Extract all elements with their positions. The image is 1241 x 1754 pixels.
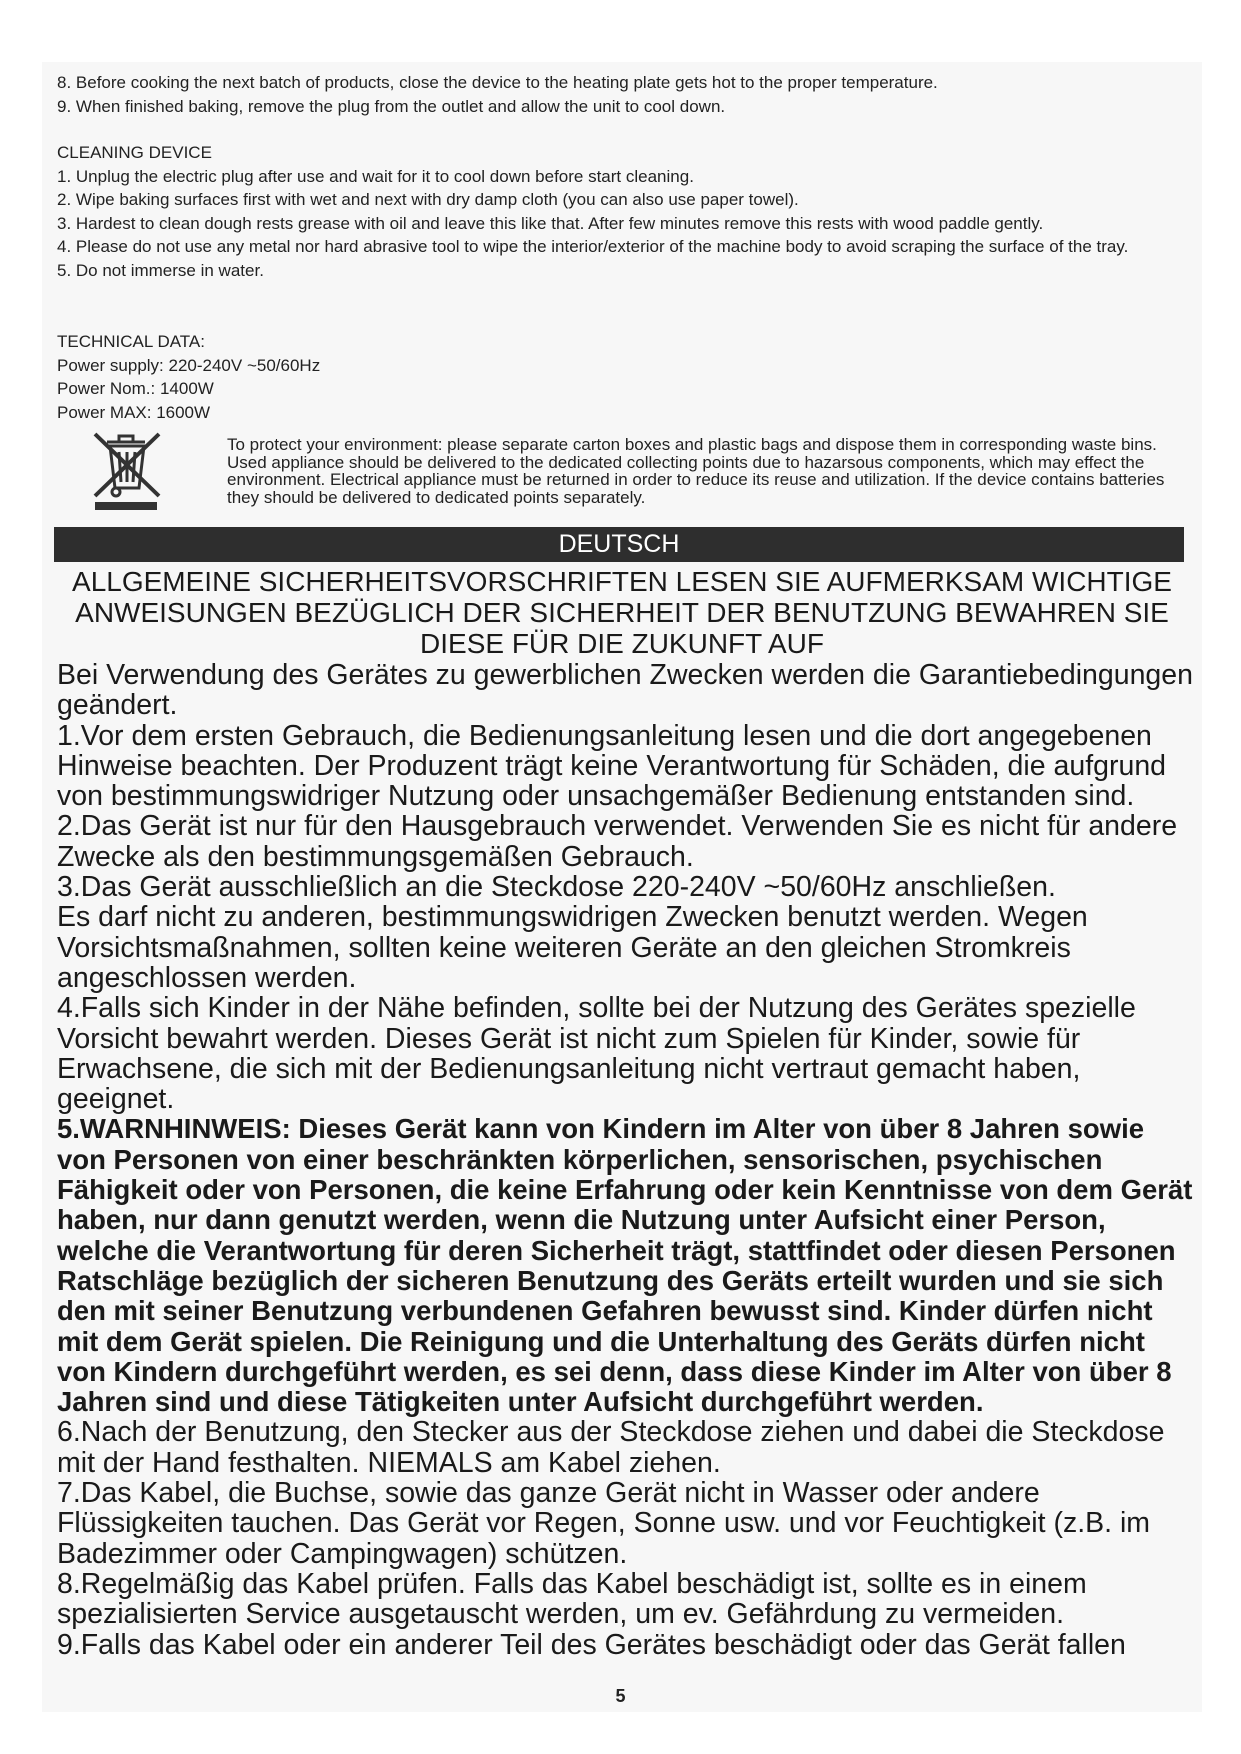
german-paragraph-9: 9.Falls das Kabel oder ein anderer Teil des Gerätes beschädigt oder das Gerät fallen xyxy=(57,1628,1126,1661)
german-paragraph-7: 7.Das Kabel, die Buchse, sowie das ganze Gerät nicht in Wasser oder andere Flüssigkeiten tauchen. Das Gerät vor Regen, Sonne usw. und vor Feuchtigkeit (z.B. im Badezimmer oder Campingwagen) schützen. xyxy=(57,1477,1151,1570)
cleaning-section xyxy=(57,141,1187,282)
german-safety-title: ALLGEMEINE SICHERHEITSVORSCHRIFTEN LESEN SIE AUFMERKSAM WICHTIGE ANWEISUNGEN BEZÜGLICH DER SICHERHEIT DER BENUTZUNG BEWAHREN SIE DIESE FÜR DIE ZUKUNFT AUF xyxy=(72,566,1172,659)
german-paragraph-1: 1.Vor dem ersten Gebrauch, die Bedienungsanleitung lesen und die dort angegebenen Hinweise beachten. Der Produzent trägt keine Verantwortung für Schäden, die aufgrund von bestimmungswidriger Nutzung oder unsachgemäßer Bedienung entstanden sind. xyxy=(57,719,1167,813)
crossed-out-wheelie-bin-icon xyxy=(85,428,167,512)
page-number: 5 xyxy=(615,1686,626,1706)
technical-item-2: Power Nom.: 1400W xyxy=(57,379,214,398)
technical-item-1: Power supply: 220-240V ~50/60Hz xyxy=(57,355,321,375)
german-paragraph-4: 4.Falls sich Kinder in der Nähe befinden, sollte bei der Nutzung des Gerätes spezielle Vorsicht bewahrt werden. Dieses Gerät ist nicht zum Spielen für Kinder, sowie für Erwachsene, die sich mit der Bedienungsanleitung nicht vertraut gemacht haben, geeignet. xyxy=(57,992,1136,1116)
step-8: 8. Before cooking the next batch of products, close the device to the heating plate gets hot to the proper temperature. xyxy=(57,73,938,92)
german-paragraph-warranty: Bei Verwendung des Gerätes zu gewerblichen Zwecken werden die Garantiebedingungen geändert. xyxy=(57,659,1193,722)
language-banner-deutsch: DEUTSCH xyxy=(54,527,1184,562)
german-paragraph-8: 8.Regelmäßig das Kabel prüfen. Falls das Kabel beschädigt ist, sollte es in einem spezialisierten Service ausgetauscht werden, um ev. Gefährdung zu vermeiden. xyxy=(57,1567,1087,1631)
cleaning-item-2: 2. Wipe baking surfaces first with wet and next with dry damp cloth (you can also use paper towel). xyxy=(57,190,799,209)
german-warning: 5.WARNHINWEIS: Dieses Gerät kann von Kindern im Alter von über 8 Jahren sowie von Personen von einer beschränkten körperlichen, sensorischen, psychischen Fähigkeit oder von Personen, die keine Erfahrung oder kein Kenntnisse von dem Gerät haben, nur dann genutzt werden, wenn die Nutzung unter Aufsicht einer Person, welche die Verantwortung für deren Sicherheit trägt, stattfindet oder diesen Personen Ratschläge bezüglich der sicheren Benutzung des Geräts erteilt wurden und sie sich den mit seiner Benutzung verbundenen Gefahren bewusst sind. Kinder dürfen nicht mit dem Gerät spielen. Die Reinigung und die Unterhaltung des Geräts dürfen nicht von Kindern durchgeführt werden, es sei denn, dass diese Kinder im Alter von über 8 Jahren sind und diese Tätigkeiten unter Aufsicht durchgeführt werden. xyxy=(57,1113,1193,1418)
english-steps xyxy=(57,71,1187,118)
step-9: 9. When finished baking, remove the plug from the outlet and allow the unit to cool down. xyxy=(57,96,726,116)
german-paragraph-6: 6.Nach der Benutzung, den Stecker aus der Steckdose ziehen und dabei die Steckdose mit der Hand festhalten. NIEMALS am Kabel ziehen. xyxy=(57,1416,1165,1479)
technical-heading: TECHNICAL DATA: xyxy=(57,332,205,351)
german-paragraph-3b: Es darf nicht zu anderen, bestimmungswidrigen Zwecken benutzt werden. Wegen Vorsichtsmaßnahmen, sollten keine weiteren Geräte an den gleichen Stromkreis angeschlossen werden. xyxy=(57,901,1088,994)
cleaning-item-4: 4. Please do not use any metal nor hard abrasive tool to wipe the interior/exterior of the machine body to avoid scraping the surface of the tray. xyxy=(57,237,1129,256)
german-paragraph-3: 3.Das Gerät ausschließlich an die Steckdose 220-240V ~50/60Hz anschließen. xyxy=(57,871,1056,904)
german-body xyxy=(57,660,1197,1660)
technical-item-3: Power MAX: 1600W xyxy=(57,402,211,422)
cleaning-item-5: 5. Do not immerse in water. xyxy=(57,260,264,280)
technical-data-section xyxy=(57,330,1187,424)
cleaning-item-1: 1. Unplug the electric plug after use and wait for it to cool down before start cleaning. xyxy=(57,166,694,186)
environment-note: To protect your environment: please separate carton boxes and plastic bags and dispose them in corresponding waste bins. Used appliance should be delivered to the dedicated collecting points due to hazarsous components, which may effect the environment. Electrical appliance must be returned in order to reduce its reuse and utilization. If the device contains batteries they should be delivered to dedicated points separately. xyxy=(227,435,1165,507)
cleaning-heading: CLEANING DEVICE xyxy=(57,143,212,162)
cleaning-item-3: 3. Hardest to clean dough rests grease with oil and leave this like that. After few minutes remove this rests with wood paddle gently. xyxy=(57,213,1044,233)
german-paragraph-2: 2.Das Gerät ist nur für den Hausgebrauch verwendet. Verwenden Sie es nicht für andere Zwecke als den bestimmungsgemäßen Gebrauch. xyxy=(57,810,1178,873)
